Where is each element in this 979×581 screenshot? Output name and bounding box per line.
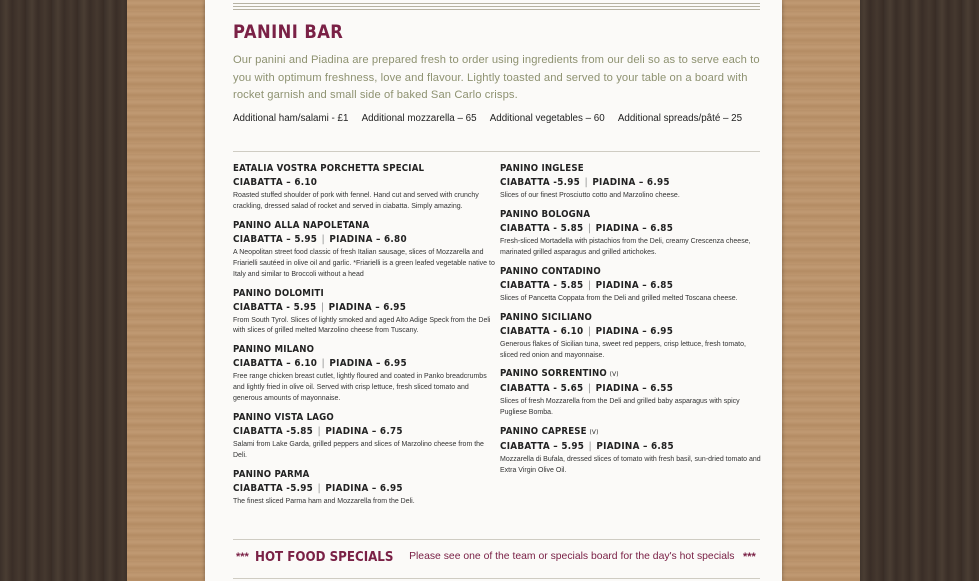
price-separator: | (584, 177, 588, 188)
item-name-text: PANINO MILANO (233, 344, 315, 356)
price-separator: | (588, 441, 592, 453)
piadina-price: PIADINA – 6.95 (595, 325, 674, 337)
item-prices (500, 176, 736, 190)
specials-message: Please see one of the team or specials board for the day's hot specials (409, 551, 735, 563)
price-separator: | (587, 222, 592, 234)
vegetarian-badge: (V) (589, 428, 599, 437)
specials-rule-top (233, 539, 760, 540)
extra-mozzarella: Additional mozzarella – 65 (361, 113, 477, 124)
piadina-price: PIADINA – 6.75 (325, 426, 403, 438)
item-name-text: PANINO BOLOGNA (500, 208, 591, 220)
price-separator: | (587, 279, 592, 291)
item-name-text: PANINO SICILIANO (500, 311, 593, 323)
item-description: Mozzarella di Bufala, dressed slices of tomato with fresh basil, sun-dried tomato and Extra Virgin Olive Oil. (500, 456, 761, 475)
item-name (500, 311, 736, 324)
piadina-price: PIADINA – 6.95 (325, 482, 403, 494)
item-prices (233, 357, 469, 371)
ciabatta-price: CIABATTA – 6.10 (233, 177, 318, 188)
ciabatta-price: CIABATTA -5.95 (233, 482, 314, 494)
menu-item (233, 343, 495, 405)
item-description: Salami from Lake Garda, grilled peppers and slices of Marzolino cheese from the Deli. (233, 441, 484, 459)
item-description: Generous flakes of Sicilian tuna, sweet red peppers, crisp lettuce, fresh tomato, sliced red onion and mayonnaise. (500, 340, 746, 359)
item-name-text: PANINO INGLESE (500, 163, 584, 174)
item-name (500, 162, 736, 175)
piadina-price: PIADINA – 6.95 (592, 177, 670, 188)
menu-item (500, 311, 762, 362)
specials-rule-bottom (233, 578, 760, 579)
item-prices (233, 233, 469, 247)
ciabatta-price: CIABATTA - 5.85 (500, 279, 584, 291)
item-description: Free range chicken breast cutlet, lightly floured and coated in Panko breadcrumbs and lightly fried in olive oil. Served with crisp lettuce, fresh sliced tomato and generous amounts of mayonnaise. (233, 373, 487, 403)
top-rule (233, 6, 760, 7)
ciabatta-price: CIABATTA -5.95 (500, 177, 581, 188)
item-name-text: PANINO SORRENTINO (500, 368, 607, 380)
item-prices (233, 176, 469, 190)
extras-line (233, 113, 753, 124)
price-separator: | (317, 426, 321, 438)
item-name-text: PANINO PARMA (233, 468, 310, 480)
price-separator: | (587, 383, 592, 395)
top-rule (233, 3, 760, 4)
menu-item (233, 411, 495, 462)
piadina-price: PIADINA – 6.85 (595, 222, 674, 234)
item-name (233, 343, 469, 356)
item-name-text: PANINO DOLOMITI (233, 287, 324, 299)
specials-heading: HOT FOOD SPECIALS (255, 548, 394, 565)
item-name (233, 287, 469, 300)
ciabatta-price: CIABATTA - 5.85 (500, 222, 584, 234)
item-description: Fresh-sliced Mortadella with pistachios from the Deli, creamy Crescenza cheese, marinated grilled asparagus and grilled artichokes. (500, 237, 751, 256)
item-prices (500, 325, 736, 339)
intro-text: Our panini and Piadina are prepared fresh to order using ingredients from our deli so as to serve each to you with optimum freshness, love and flavour. Lightly toasted and served to your table on a board with rocket garnish and small side of baked San Carlo crisps. (233, 54, 760, 101)
menu-item (500, 162, 762, 202)
item-name (500, 208, 736, 221)
item-name-text: PANINO ALLA NAPOLETANA (233, 219, 370, 231)
menu-item (233, 219, 495, 281)
item-description: The finest sliced Parma ham and Mozzarella from the Deli. (233, 497, 415, 505)
price-separator: | (320, 301, 325, 313)
item-name (500, 425, 736, 439)
item-description: Slices of Pancetta Coppata from the Deli and grilled melted Toscana cheese. (500, 294, 738, 302)
page-title: PANINI BAR (233, 21, 344, 43)
section-divider (233, 151, 760, 152)
menu-item (233, 162, 495, 213)
menu-page (205, 0, 782, 581)
menu-item (233, 468, 495, 508)
item-description: From South Tyrol. Slices of lightly smoked and aged Alto Adige Speck from the Deli with slices of grilled melted Marzolino cheese from Tuscany. (233, 316, 491, 335)
piadina-price: PIADINA – 6.85 (595, 279, 674, 291)
item-description: Slices of our finest Prosciutto cotto and Marzolino cheese. (500, 192, 680, 199)
ciabatta-price: CIABATTA -5.85 (233, 426, 314, 438)
item-name-text: PANINO CAPRESE (500, 426, 587, 438)
item-name (233, 219, 469, 232)
item-name (500, 265, 736, 278)
menu-item (500, 367, 762, 419)
piadina-price: PIADINA – 6.85 (596, 441, 674, 453)
menu-item (500, 265, 762, 305)
extra-spreads: Additional spreads/pâté – 25 (617, 113, 743, 124)
item-prices (500, 440, 736, 454)
top-rule (233, 9, 760, 10)
item-prices (500, 222, 736, 236)
vegetarian-badge: (V) (609, 370, 619, 379)
stars-left: *** (236, 550, 249, 563)
price-separator: | (317, 482, 321, 494)
ciabatta-price: CIABATTA - 5.65 (500, 383, 584, 395)
ciabatta-price: CIABATTA – 5.95 (500, 441, 585, 453)
item-description: A Neopolitan street food classic of fresh Italian sausage, slices of Mozzarella and Friarielli sautéed in olive oil and garlic. *Friarielli is a green leafed vegetable native to Italy and similar to Broccoli without a head (233, 248, 495, 278)
item-name-text: PANINO CONTADINO (500, 265, 601, 277)
item-description: Slices of fresh Mozzarella from the Deli and grilled baby asparagus with spicy Pugliese Bomba. (500, 398, 740, 417)
item-name (233, 468, 469, 481)
piadina-price: PIADINA – 6.95 (328, 301, 407, 313)
price-separator: | (587, 325, 592, 337)
stars-right: *** (742, 550, 756, 563)
item-prices (233, 425, 469, 439)
piadina-price: PIADINA – 6.55 (595, 383, 674, 395)
ciabatta-price: CIABATTA - 5.95 (233, 301, 317, 313)
ciabatta-price: CIABATTA – 6.10 (233, 358, 318, 370)
item-name-text: PANINO VISTA LAGO (233, 412, 334, 424)
item-description: Roasted stuffed shoulder of pork with fennel. Hand cut and served with crunchy crackling, dressed salad of rocket and served in ciabatta. Simply amazing. (233, 192, 479, 210)
extra-ham: Additional ham/salami - £1 (233, 113, 349, 124)
item-prices (233, 301, 469, 315)
item-prices (500, 279, 736, 293)
item-prices (500, 382, 736, 396)
clipboard-right-edge (780, 0, 860, 581)
price-separator: | (321, 233, 325, 245)
menu-column-right (500, 162, 762, 483)
menu-item (233, 287, 495, 338)
item-prices (233, 482, 469, 496)
menu-column-left (233, 162, 495, 514)
piadina-price: PIADINA – 6.80 (329, 233, 407, 245)
item-name (233, 411, 469, 424)
hot-food-specials-banner (236, 548, 756, 566)
ciabatta-price: CIABATTA – 5.95 (233, 233, 318, 245)
item-name (233, 162, 469, 175)
price-separator: | (321, 358, 325, 370)
piadina-price: PIADINA – 6.95 (329, 358, 407, 370)
item-name-text: EATALIA VOSTRA PORCHETTA SPECIAL (233, 163, 425, 174)
ciabatta-price: CIABATTA - 6.10 (500, 325, 584, 337)
item-name (500, 367, 736, 381)
menu-item (500, 425, 762, 477)
extra-vegetables: Additional vegetables – 60 (489, 113, 605, 124)
clipboard-left-edge (127, 0, 207, 581)
menu-item (500, 208, 762, 259)
